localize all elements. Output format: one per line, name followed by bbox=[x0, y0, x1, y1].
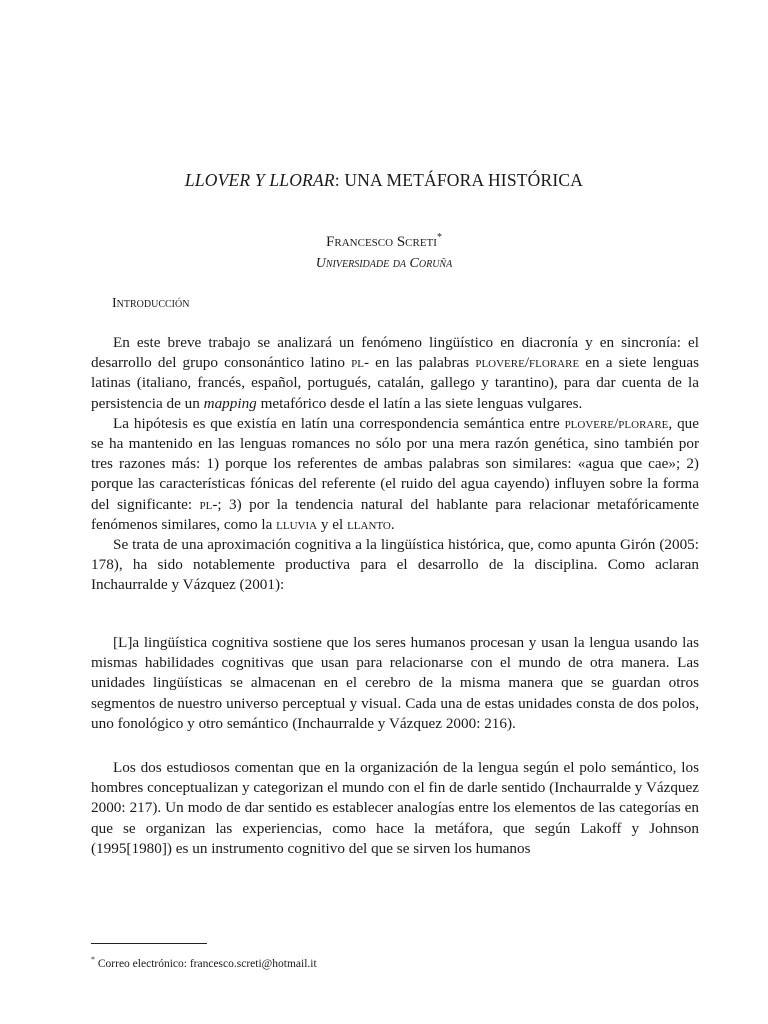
footnote-mark: * bbox=[91, 955, 95, 964]
author-name bbox=[0, 232, 768, 251]
section-heading: Introducción bbox=[112, 296, 190, 311]
footnote-text[interactable]: Correo electrónico: francesco.screti@hotmail.it bbox=[95, 957, 317, 970]
author-footnote-mark[interactable]: * bbox=[436, 232, 442, 243]
quote-text: [L]a lingüística cognitiva sostiene que los seres humanos procesan y usan la lengua usando las mismas habilidades cognitivas que usan para relacionarse con el mundo de otra manera. Las unidades lingüísticas se almacenan en el cerebro de la misma manera que se guardan otros segmentos de nuestro universo perceptual y visual. Cada una de estas unidades consta de dos polos, uno fonológico y otro semántico (Inchaurralde y Vázquez 2000: 216). bbox=[91, 634, 699, 732]
title-rest: : UNA METÁFORA HISTÓRICA bbox=[334, 170, 584, 190]
body-text-1 bbox=[91, 333, 699, 596]
paragraph-4: Los dos estudiosos comentan que en la organización de la lengua según el polo semántico, los hombres conceptualizan y categorizan el mundo con el fin de darle sentido (Inchaurralde y Vázquez 2000: 217). Un modo de dar sentido es establecer analogías entre los elementos de las categorías en que se organizan las experiencias, como hace la metáfora, que según Lakoff y Johnson (1995[1980]) es un instrumento cognitivo del que se sirven los humanos bbox=[91, 759, 699, 857]
author-text: Francesco Screti bbox=[326, 234, 437, 250]
paper-title bbox=[0, 170, 768, 191]
paragraph-2: La hipótesis es que existía en latín una correspondencia semántica entre plovere/plorare, que se ha mantenido en las lenguas romances no sólo por una mera razón genética, sino también por tres razones más: 1) porque los referentes de ambas palabras son similares: «agua que cae»; 2) porque las características fónicas del referente (el ruido del agua cayendo) influyen sobre la forma del significante: pl-; 3) por la tendencia natural del hablante para relacionar metafóricamente fenómenos similares, como la lluvia y el llanto. bbox=[91, 414, 700, 533]
author-affiliation: Universidade da Coruña bbox=[315, 256, 453, 271]
paragraph-3: Se trata de una aproximación cognitiva a la lingüística histórica, que, como apunta Girón (2005: 178), ha sido notablemente productiva para el desarrollo de la disciplina. Como aclaran Inchaurralde y Vázquez (2001): bbox=[91, 536, 699, 594]
footnote-rule bbox=[91, 943, 207, 944]
block-quote bbox=[91, 633, 699, 734]
title-italic: LLOVER Y LLORAR bbox=[184, 170, 335, 190]
paragraph-1: En este breve trabajo se analizará un fenómeno lingüístico en diacronía y en sincronía: el desarrollo del grupo consonántico latino pl- en las palabras plovere/florare en a siete lenguas latinas (italiano, francés, español, portugués, catalán, gallego y tarantino), para dar cuenta de la persistencia de un mapping metafórico desde el latín a las siete lenguas vulgares. bbox=[91, 334, 699, 412]
footnote bbox=[91, 955, 317, 970]
body-text-2 bbox=[91, 758, 699, 859]
